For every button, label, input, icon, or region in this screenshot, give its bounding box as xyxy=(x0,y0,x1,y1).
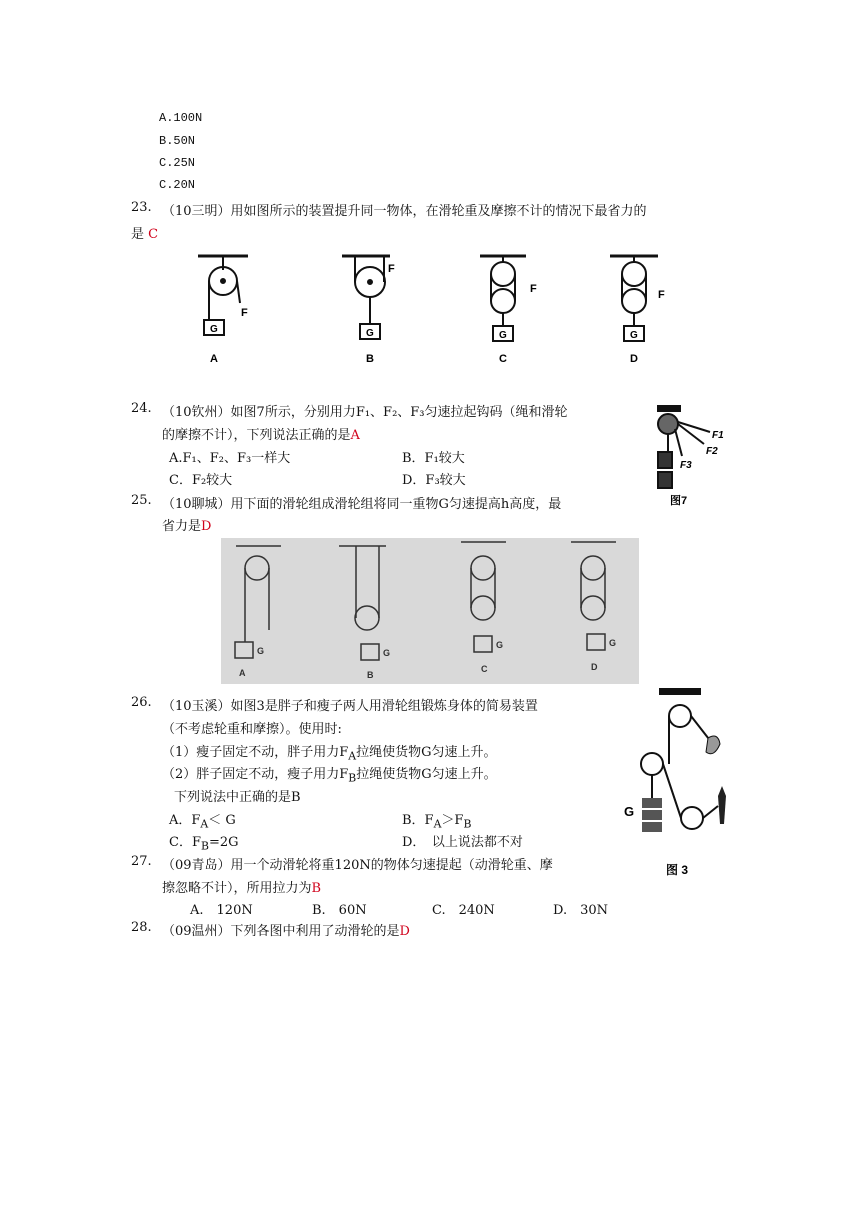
q28-text-start: （09温州）下列各图中利用了动滑轮的是 xyxy=(162,924,400,939)
q23-force-b: F xyxy=(388,263,395,275)
q26-line3-end: 拉绳使货物G匀速上升。 xyxy=(356,745,497,760)
q23-weight-c: G xyxy=(499,330,507,341)
q27-option-b: B. 60N xyxy=(312,903,367,918)
q25-text-line2 xyxy=(162,515,211,534)
q23-force-c: F xyxy=(530,283,537,295)
q24-text-start: 的摩擦不计），下列说法正确的是 xyxy=(162,428,351,443)
q23-weight-d: G xyxy=(630,330,638,341)
q26-option-b: B．$F_A>F_B$ xyxy=(402,813,472,831)
q25-weight-b: G xyxy=(383,648,391,658)
q24-force-f3: F3 xyxy=(680,460,692,471)
q25-weight-d: G xyxy=(609,638,617,648)
q26-figure-caption: 图 3 xyxy=(666,863,689,877)
q23-force-a: F xyxy=(241,307,248,319)
q24-figure-7 xyxy=(650,404,740,510)
q26-line3-sub: A xyxy=(348,749,357,763)
q26-line3-start: （1）瘦子固定不动，胖子用力F xyxy=(162,745,349,760)
q22-option-b: B.50N xyxy=(159,134,196,148)
q22-option-d: C.20N xyxy=(159,178,196,192)
q24-text-line1: （10钦州）如图7所示，分别用力F₁、F₂、F₃匀速拉起钩码（绳和滑轮 xyxy=(162,405,568,420)
q28-text-line1 xyxy=(162,920,410,939)
q28-number: 28. xyxy=(131,920,152,935)
q24-number: 24. xyxy=(131,401,152,416)
q25-text-start: 省力是 xyxy=(162,519,202,534)
q25-number: 25. xyxy=(131,493,152,508)
q23-force-d: F xyxy=(658,289,665,301)
q24-option-b: B．F₁较大 xyxy=(402,451,465,466)
q24-answer: A xyxy=(350,428,360,443)
q24-figure-caption: 图7 xyxy=(670,495,688,507)
q25-label-c: C xyxy=(481,664,488,674)
q27-option-a: A. 120N xyxy=(190,903,253,918)
q27-answer: B xyxy=(311,881,322,896)
q23-number: 23. xyxy=(131,200,152,215)
q23-text-start: 是 xyxy=(131,227,145,242)
q24-option-c: C．F₂较大 xyxy=(169,473,233,488)
q23-label-a: A xyxy=(210,353,218,365)
q23-pulley-figure xyxy=(190,248,670,370)
q26-option-a: A．$F_A< G$ xyxy=(169,813,236,831)
q23-weight-b: G xyxy=(366,328,374,339)
q23-weight-a: G xyxy=(210,324,218,335)
q27-option-d: D. 30N xyxy=(553,903,609,918)
q23-text-line1: （10三明）用如图所示的装置提升同一物体，在滑轮重及摩擦不计的情况下最省力的 xyxy=(162,204,647,219)
q23-label-b: B xyxy=(366,353,374,365)
q26-option-c: C．$F_B=2G$ xyxy=(169,835,239,853)
q24-option-d: D．F₃较大 xyxy=(402,473,466,488)
q24-force-f2: F2 xyxy=(706,446,718,457)
q23-label-d: D xyxy=(630,353,638,365)
q26-option-d: D． 以上说法都不对 xyxy=(402,835,523,850)
q26-text-line3 xyxy=(162,741,497,763)
q27-number: 27. xyxy=(131,854,152,869)
q25-answer: D xyxy=(201,519,212,534)
q26-line4-start: （2）胖子固定不动，瘦子用力F xyxy=(162,767,349,782)
q26-figure-3 xyxy=(622,688,730,878)
q25-pulley-drawing xyxy=(221,538,639,684)
q23-answer: C xyxy=(148,227,159,242)
q26-text-line5: 下列说法中正确的是B xyxy=(174,790,301,805)
q26-text-line1: （10玉溪）如图3是胖子和瘦子两人用滑轮组锻炼身体的简易装置 xyxy=(162,699,538,714)
q25-label-d: D xyxy=(591,662,598,672)
q24-text-line2 xyxy=(162,424,360,443)
q25-text-line1: （10聊城）用下面的滑轮组成滑轮组将同一重物G匀速提高h高度，最 xyxy=(162,497,562,512)
q23-text-line2 xyxy=(131,223,158,242)
q22-option-c: C.25N xyxy=(159,156,196,170)
q27-option-c: C. 240N xyxy=(432,903,495,918)
q26-line4-sub: B xyxy=(348,771,357,785)
q26-weight-label: G xyxy=(624,804,635,819)
q24-force-f1: F1 xyxy=(712,430,724,441)
q26-text-line4 xyxy=(162,763,497,785)
q25-weight-a: G xyxy=(257,646,265,656)
q26-line4-end: 拉绳使货物G匀速上升。 xyxy=(356,767,497,782)
q27-text-line2 xyxy=(162,877,321,896)
q27-text-start: 擦忽略不计），所用拉力为 xyxy=(162,881,312,896)
q28-answer: D xyxy=(399,924,410,939)
q22-option-a: A.100N xyxy=(159,111,203,125)
q25-weight-c: G xyxy=(496,640,504,650)
q24-option-a: A.F₁、F₂、F₃一样大 xyxy=(169,451,291,466)
q25-label-b: B xyxy=(367,670,374,680)
q25-pulley-photo xyxy=(221,538,639,684)
q27-text-line1: （09青岛）用一个动滑轮将重120N的物体匀速提起（动滑轮重、摩 xyxy=(162,858,553,873)
q25-label-a: A xyxy=(239,668,246,678)
q26-text-line2: （不考虑轮重和摩擦）。使用时: xyxy=(162,722,342,737)
q23-label-c: C xyxy=(499,353,507,365)
q26-number: 26. xyxy=(131,695,152,710)
